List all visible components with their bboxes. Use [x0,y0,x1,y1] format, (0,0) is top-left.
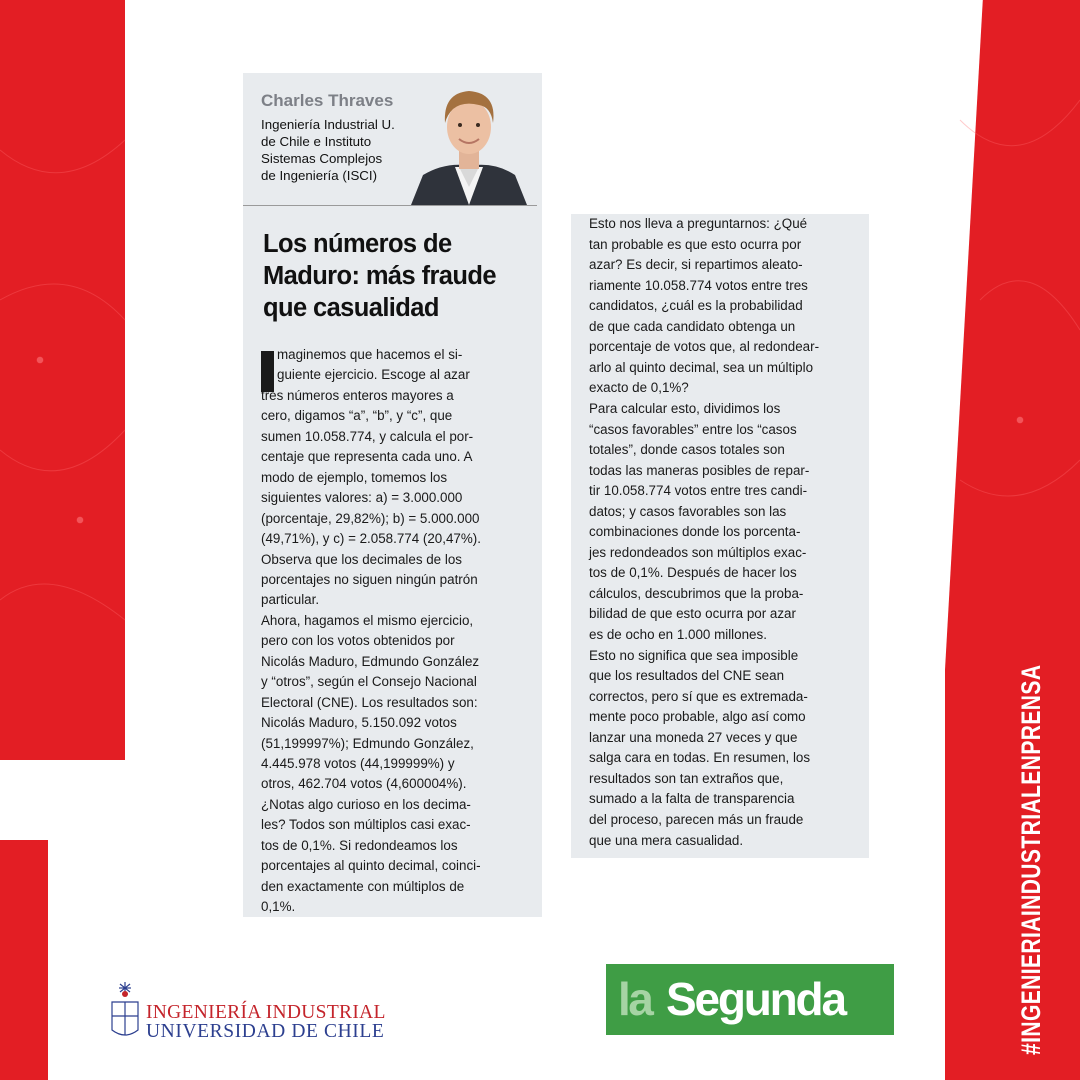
text-line: maginemos que hacemos el si- [277,347,463,362]
uchile-seal-icon [110,980,140,1042]
article-column-2 [571,214,869,858]
text-line: cálculos, descubrimos que la proba- [589,585,804,601]
text-line: tres números enteros mayores a [261,387,454,403]
author-portrait [403,83,533,205]
text-line: jes redondeados son múltiplos exac- [589,544,807,560]
author-block [243,73,542,207]
text-line: azar? Es decir, si repartimos aleato- [589,257,803,273]
headline-line: Los números de [263,230,452,258]
text-line: salga cara en todas. En resumen, los [589,750,811,766]
text-line: combinaciones donde los porcenta- [589,524,801,540]
text-line: exacto de 0,1%? [589,380,689,396]
text-line: tos de 0,1%. Después de hacer los [589,565,797,581]
uchile-line-2: UNIVERSIDAD DE CHILE [146,1021,385,1042]
text-line: Esto nos lleva a preguntarnos: ¿Qué [589,216,808,231]
text-line: Ahora, hagamos el mismo ejercicio, [261,612,474,628]
author-desc-line: Sistemas Complejos [261,151,383,166]
text-line: sumen 10.058.774, y calcula el por- [261,428,474,444]
headline [263,228,538,324]
text-line: (porcentaje, 29,82%); b) = 5.000.000 [261,510,480,526]
text-line: porcentajes no siguen ningún patrón [261,571,478,587]
text-line: Nicolás Maduro, Edmundo González [261,653,480,669]
text-line: den exactamente con múltiplos de [261,878,465,894]
text-line: sumado a la falta de transparencia [589,791,795,807]
text-line: y “otros”, según el Consejo Nacional [261,674,477,690]
text-line: Nicolás Maduro, 5.150.092 votos [261,715,457,731]
text-line: porcentajes al quinto decimal, coinci- [261,858,481,874]
text-line: resultados son tan extraños que, [589,770,784,786]
text-line: modo de ejemplo, tomemos los [261,469,448,485]
text-line: (51,199997%); Edmundo González, [261,735,474,751]
text-line: cero, digamos “a”, “b”, y “c”, que [261,408,453,424]
text-line: “casos favorables” entre los “casos [589,421,797,437]
text-line: que los resultados del CNE sean [589,668,785,684]
text-line: tos de 0,1%. Si redondeamos los [261,837,458,853]
text-line: todas las maneras posibles de repar- [589,462,810,478]
text-line: particular. [261,592,320,608]
text-line: ¿Notas algo curioso en los decima- [261,796,471,812]
article-column-1 [243,73,542,917]
author-name: Charles Thraves [261,91,394,110]
headline-line: Maduro: más fraude [263,262,496,290]
author-desc-line: de Chile e Instituto [261,134,372,149]
text-line: del proceso, parecen más un fraude [589,811,804,827]
text-line: tan probable es que esto ocurra por [589,236,802,252]
text-line: riamente 10.058.774 votos entre tres [589,277,808,293]
la-segunda-logo [606,964,894,1035]
red-background-left [0,0,125,760]
text-line: (49,71%), y c) = 2.058.774 (20,47%). [261,531,481,547]
text-line: tir 10.058.774 votos entre tres candi- [589,483,808,499]
text-line: siguientes valores: a) = 3.000.000 [261,490,463,506]
text-line: lanzar una moneda 27 veces y que [589,729,798,745]
background-gap [0,760,130,840]
la-segunda-la: la [618,973,652,1025]
text-line: les? Todos son múltiplos casi exac- [261,817,471,833]
red-background-left-bottom [0,840,48,1080]
text-line: totales”, donde casos totales son [589,442,785,458]
text-line: es de ocho en 1.000 millones. [589,627,767,642]
hashtag: #INGENIERIAINDUSTRIALENPRENSA [1016,664,1046,1055]
text-line: bilidad de que esto ocurra por azar [589,606,796,622]
author-divider [243,205,537,206]
red-background-right [945,0,1080,1080]
text-line: arlo al quinto decimal, sea un múltiplo [589,359,814,375]
text-line: mente poco probable, algo así como [589,709,806,725]
text-line: Observa que los decimales de los [261,551,462,567]
la-segunda-name: Segunda [666,973,845,1025]
text-line: candidatos, ¿cuál es la probabilidad [589,298,803,314]
author-description [261,116,411,184]
text-line: datos; y casos favorables son las [589,503,787,519]
uchile-line-1: INGENIERÍA INDUSTRIAL [146,1002,386,1023]
author-desc-line: de Ingeniería (ISCI) [261,168,378,183]
text-line: 0,1%. [261,899,296,915]
text-line: correctos, pero sí que es extremada- [589,688,808,704]
text-line: centaje que representa cada uno. A [261,449,473,465]
text-line: guiente ejercicio. Escoge al azar [277,367,470,383]
text-line: que una mera casualidad. [589,832,744,848]
headline-line: que casualidad [263,294,439,322]
text-line: 4.445.978 votos (44,199999%) y [261,756,455,771]
text-line: de que cada candidato obtenga un [589,318,796,334]
text-line: otros, 462.704 votos (4,600004%). [261,776,467,792]
uchile-logo [110,980,410,1046]
text-line: Para calcular esto, dividimos los [589,400,781,416]
text-line: Esto no significa que sea imposible [589,647,799,663]
text-line: porcentaje de votos que, al redondear- [589,339,820,355]
text-line: Electoral (CNE). Los resultados son: [261,694,478,710]
text-line: pero con los votos obtenidos por [261,633,455,649]
author-desc-line: Ingeniería Industrial U. [261,117,395,132]
